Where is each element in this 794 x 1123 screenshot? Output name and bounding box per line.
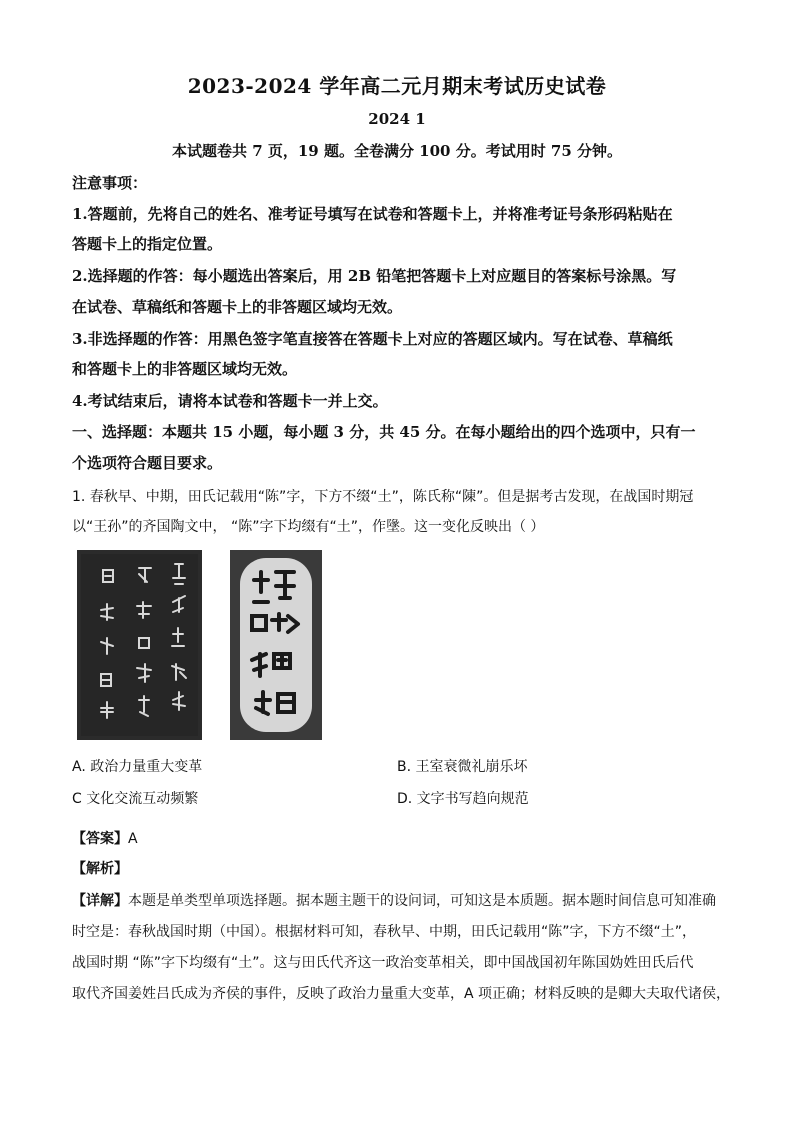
section-heading: 一、选择题：本题共 15 小题，每小题 3 分，共 45 分。在每小题给出的四个选项中，只有一 xyxy=(72,423,696,441)
notice-line: 1.答题前，先将自己的姓名、准考证号填写在试卷和答题卡上，并将准考证号条形码粘贴在 xyxy=(72,205,673,223)
notice-line: 在试卷、草稿纸和答题卡上的非答题区域均无效。 xyxy=(72,298,403,316)
notice-header: 注意事项： xyxy=(72,174,148,192)
detail-line: 取代齐国姜姓吕氏成为齐侯的事件，反映了政治力量重大变革，A 项正确；材料反映的是卿大夫取代诸侯， xyxy=(72,986,731,1002)
notice-line: 3.非选择题的作答：用黑色签字笔直接答在答题卡上对应的答题区域内。写在试卷、草稿纸 xyxy=(72,330,673,348)
question-stem: 1. 春秋早、中期，田氏记载用“陈”字，下方不缀“土”，陈氏称“陳”。但是据考古发现，在战国时期冠 xyxy=(72,489,694,505)
answer-label: 【答案】 xyxy=(72,831,128,847)
exam-title: 2023-2024 学年高二元月期末考试历史试卷 xyxy=(187,74,607,98)
exam-intro: 本试题卷共 7 页，19 题。全卷满分 100 分。考试用时 75 分钟。 xyxy=(171,142,623,160)
detail-line: 时空是：春秋战国时期（中国）。根据材料可知，春秋早、中期，田氏记载用“陈”字，下方不缀“土”， xyxy=(72,924,697,940)
notice-line: 答题卡上的指定位置。 xyxy=(72,235,223,253)
question-stem: 以“王孙”的齐国陶文中， “陈”字下均缀有“土”，作墬。这一变化反映出（ ） xyxy=(72,519,545,535)
answer-line xyxy=(72,828,138,848)
option-d[interactable]: D. 文字书写趋向规范 xyxy=(397,791,529,807)
notice-line: 和答题卡上的非答题区域均无效。 xyxy=(72,360,298,378)
option-c[interactable]: C 文化交流互动频繁 xyxy=(72,791,199,807)
section-heading: 个选项符合题目要求。 xyxy=(72,454,223,472)
option-b[interactable]: B. 王室衰微礼崩乐坏 xyxy=(397,759,528,775)
exam-date: 2024 1 xyxy=(368,110,426,128)
option-a[interactable]: A. 政治力量重大变革 xyxy=(72,759,203,775)
notice-line: 4.考试结束后，请将本试卷和答题卡一并上交。 xyxy=(72,392,388,410)
inscription-rubbing-image xyxy=(77,550,202,740)
detail-text: 本题是单类型单项选择题。据本题主题干的设问词，可知这是本质题。据本题时间信息可知准确 xyxy=(128,893,716,909)
analysis-label: 【解析】 xyxy=(72,861,128,877)
detail-line: 战国时期 “陈”字下均缀有“土”。这与田氏代齐这一政治变革相关，即中国战国初年陈国妫姓田氏后代 xyxy=(72,955,694,971)
detail-label: 【详解】 xyxy=(72,893,128,909)
analysis-line xyxy=(72,858,128,878)
answer-value: A xyxy=(128,831,138,847)
detail-line xyxy=(72,890,716,910)
pottery-seal-image xyxy=(230,550,322,740)
notice-line: 2.选择题的作答：每小题选出答案后，用 2B 铅笔把答题卡上对应题目的答案标号涂黑。写 xyxy=(72,267,677,285)
